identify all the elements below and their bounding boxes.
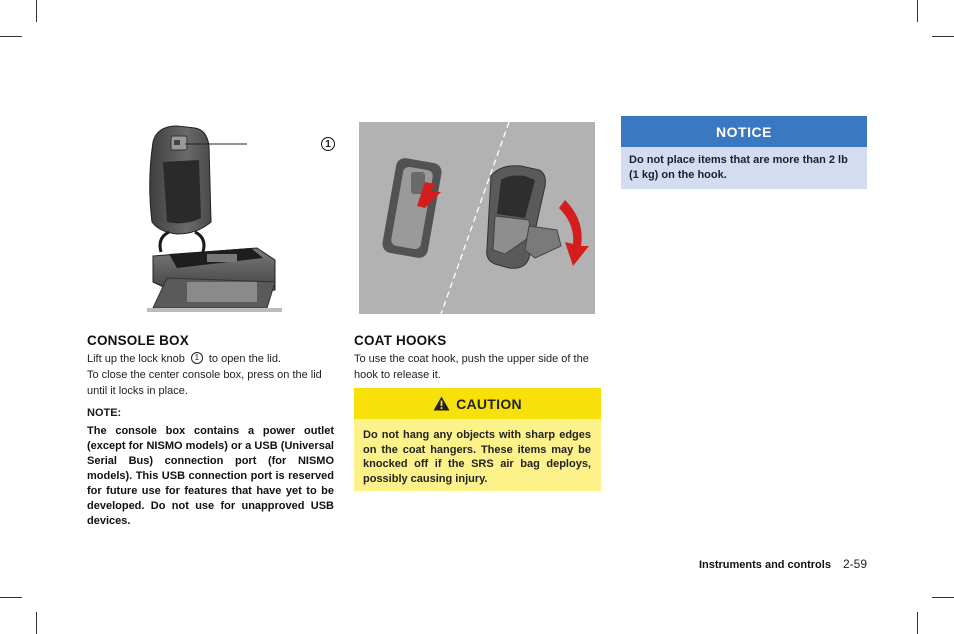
figure-callout-1 [321,137,335,151]
notice-box [621,116,867,189]
page-number: 2-59 [842,557,867,571]
close-instruction: To close the center console box, press on the lid until it locks in place. [87,369,322,397]
crop-mark [917,612,918,634]
caution-heading: CAUTION [456,395,522,412]
notice-heading: NOTICE [716,123,772,140]
lock-knob-callout [191,352,203,364]
open-instruction [87,351,334,367]
console-box-illustration [147,122,282,312]
crop-mark [36,0,37,22]
figure-callout-label: 1 [325,138,331,150]
crop-mark [932,36,954,37]
note-heading: NOTE: [87,407,122,419]
lock-knob-number: 1 [194,353,200,363]
coat-hooks-title: COAT HOOKS [354,333,447,348]
crop-mark [917,0,918,22]
footer-section-name: Instruments and controls [698,559,831,571]
console-box-title: CONSOLE BOX [87,333,189,348]
open-instruction-prefix: Lift up the lock knob [87,353,185,365]
crop-mark [0,597,22,598]
crop-mark [932,597,954,598]
page-footer [699,557,867,571]
notice-text: Do not place items that are more than 2 lb (1 kg) on the hook. [629,154,848,181]
coat-hooks-text: To use the coat hook, push the upper side of the hook to release it. [354,353,589,381]
coat-hook-illustration [359,122,595,314]
notice-header [621,116,867,147]
crop-mark [0,36,22,37]
crop-mark [36,612,37,634]
caution-text: Do not hang any objects with sharp edges on the coat hangers. These items may be knocked off if the SRS air bag deploys, possibly causing injury. [363,429,591,485]
console-box-instructions [87,351,334,399]
open-instruction-suffix: to open the lid. [208,353,282,365]
caution-box [354,388,601,491]
note-text: The console box contains a power outlet (except for NISMO models) or a USB (Universal Serial Bus) connection port (for NISMO models). This USB connection port is reserved for future use for features that have yet to be developed. Do not use for unapproved USB devices. [87,425,334,527]
caution-header [354,388,601,419]
warning-triangle-icon [433,396,450,411]
